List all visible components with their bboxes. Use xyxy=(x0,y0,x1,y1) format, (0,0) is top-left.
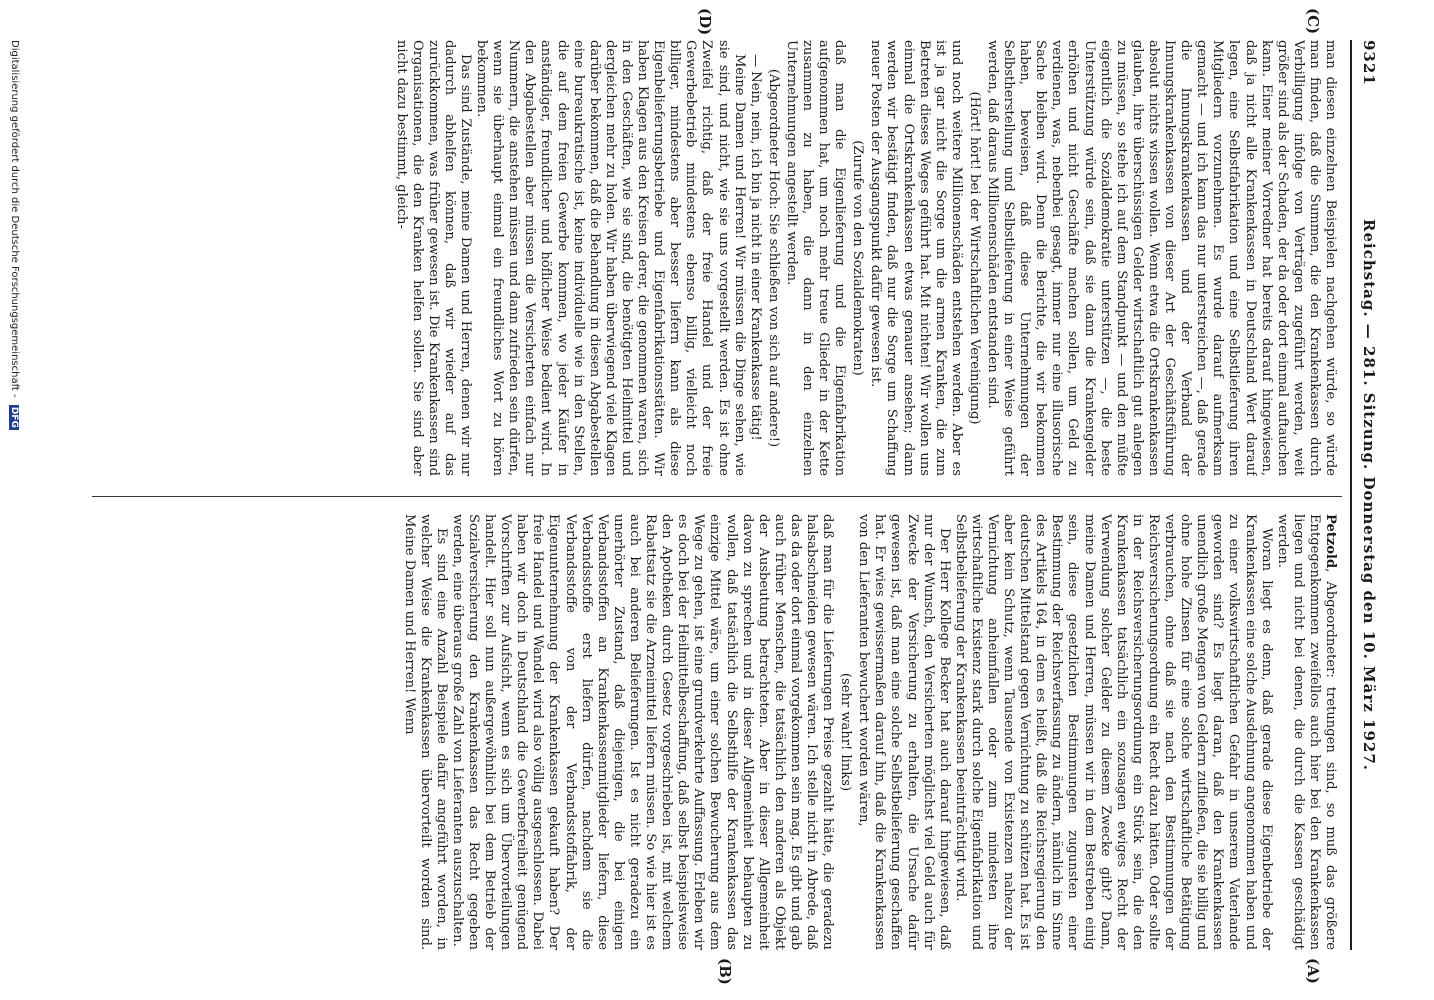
col-left-p3: daß man die Eigenlieferung und die Eigenfabrikation aufgenommen hat, um noch mehr treue Glieder in der Kette zusammen zu haben, die dann in den einzelnen Unternehmungen angestellt werden. xyxy=(783,40,848,476)
col-left-interjection-2: (Zurufe von den Sozialdemokraten) xyxy=(850,140,866,376)
margin-mark-b: (B) xyxy=(716,958,734,985)
margin-mark-c: (C) xyxy=(1304,8,1322,35)
page-number: 9321 xyxy=(1360,40,1378,86)
margin-mark-d: (D) xyxy=(696,8,714,36)
margin-mark-a: (A) xyxy=(1304,958,1322,984)
col-left-p4: — Nein, nein, ich bin ja nicht in einer Krankenkasse tätig! xyxy=(747,54,763,441)
col-right-p2: Woran liegt es denn, daß gerade diese Eigenbetriebe der Krankenkassen eine solche Ausdehnung angenommen haben und zu einer volkswirtschaftlichen Gefahr in unserem Vaterlande geworden sind? Es liegt daran, daß den Krankenkassen unendlich große Mengen von Geldern zufließen, die sie billig und ohne hohe Zinsen für eine solche wirtschaftliche Betätigung verbrauchen, ohne daß sie nach den Bestimmungen der Reichsversicherungsordnung ein Recht dazu hätten. Oder sollte in der Reichsversicherungsordnung ein Stück sein, die den Krankenkassen tatsächlich ein sozusagen ewiges Recht der Verwendung solcher Gelder zu diesem Zwecke gibt? Dann, meine Damen und Herren, müssen wir in dem Bestreben einig sein, diese gesetzlichen Bestimmungen zugunsten einer Bestimmung der Reichsverfassung zu ändern, nämlich im Sinne des Artikels 164, in dem es heißt, daß die Reichsregierung den deutschen Mittelstand gegen Vernichtung zu schützen hat. Es ist aber kein Schutz, wenn Tausende von Existenzen nahezu der Vernichtung anheimfallen oder zum mindesten ihre wirtschaftliche Existenz stark durch solche Eigenfabrikation und Selbstbelieferung der Krankenkassen beeinträchtigt wird. xyxy=(952,514,1274,950)
digitization-credit xyxy=(9,40,20,940)
credit-text: Digitalisierung gefördert durch die Deutsche Forschungsgemeinschaft - xyxy=(9,40,20,398)
speaker-name: Petzold xyxy=(1323,514,1338,569)
col-left-p6: Das sind Zustände, meine Damen und Herren, denen wir nur dadurch abhelfen können, daß wir wieder auf das zurückkommen, was früher gewesen ist. Die Krankenkassen sind Organisationen, die den Kranken helfen sollen. Sie sind aber nicht dazu bestimmt, gleich- xyxy=(393,40,474,476)
header-title: Reichstag. — 281. Sitzung. Donnerstag den 10. März 1927. xyxy=(1360,219,1378,771)
col-left-interjection-3: (Abgeordneter Hoch: Sie schließen von sich auf andere!) xyxy=(765,68,781,448)
col-right-p1-text: tretungen sind, so muß das größere Entgegenkommen zweifellos auch hier bei den Krankenkassen liegen und nicht bei denen, die durch die Kassen geschädigt werden. xyxy=(1274,514,1338,950)
col-right-p3: Der Herr Kollege Becker hat auch darauf hingewiesen, daß nur der Wunsch, den Versicherten möglichst viel Geld auch für Zwecke der Versicherung zu erhalten, die Ursache dafür gewesen ist, daß man eine solche Selbstbelieferung geschaffen hat. Er wies gewissermaßen darauf hin, daß die Krankenkassen von den Lieferanten bewuchert worden wären, xyxy=(856,514,952,950)
col-left-p2: und noch weitere Millionenschäden entstehen werden. Aber es ist ja gar nicht die Sorge um die armen Kranken, die zum Betreten dieses Weges geführt hat. Mit nichten! Wir wollen uns einmal die Ortskrankenkassen etwas genauer ansehen; dann werden wir bestätigt finden, daß nur die Sorge um Schaffung neuer Posten der Ausgangspunkt dafür gewesen ist. xyxy=(868,40,964,476)
col-left-p5: Meine Damen und Herren! Wir müssen die Dinge sehen, wie sie sind, und nicht, wie sie uns vorgestellt werden. Es ist ohne Zweifel richtig, daß der freie Handel und der freie Gewerbebetrieb mindestens ebenso billig, vielleicht noch billiger, mindestens aber besser liefern kann als diese Eigenbelieferungsbetriebe und Eigenfabrikationsstätten. Wir haben Klagen aus den Kreisen derer, die genommen waren, sich in den Geschäften, wie sie sind, die benötigten Heilmittel und dergleichen mehr zu holen. Wir haben überwiegend viele Klagen darüber bekommen, daß die Behandlung in diesen Abgabestellen eine bureaukratische ist, keine individuelle wie in den Stellen, die auf dem freien Gewerbe kommen, wo jeder Käufer in anständiger, freundlicher und höflicher Weise bedient wird. In den Abgabestellen aber müssen die Versicherten einfach nur Nummern, die anstehen müssen und dann zufrieden sein dürfen, wenn sie überhaupt einmal ein freundliches Wort zu hören bekommen. xyxy=(474,40,747,476)
speaker-role: Abgeordneter xyxy=(1323,581,1338,674)
col-right-p4: daß man für die Lieferungen Preise gezahlt hätte, die geradezu halsabschneiden gewesen wären. Ich stelle nicht in Abrede, daß das da oder dort einmal vorgekommen sein mag. Es gibt und gab auch früher Menschen, die tatsächlich den anderen als Objekt der Ausbeutung betrachteten. Aber in dieser Allgemeinheit davon zu sprechen und in dieser Allgemeinheit behaupten zu wollen, daß tatsächlich die Selbsthilfe der Krankenkassen das einzige Mittel wäre, um einer solchen Bewucherung aus dem Wege zu gehen, ist eine grundverkehrte Auffassung. Erleben wir es doch bei der Heilmittelbeschaffung, daß selbst beispielsweise den Apotheken durch Gesetz vorgeschrieben ist, mit welchem Rabattsatz sie die Arzneimittel liefern müssen. So wie hier ist es auch bei anderen Belieferungen. Ist es nicht geradezu ein unerhörter Zustand, daß diejenigen, die bei einigen Verbandsstoffen an Krankenkassenmitglieder liefern, diese Verbandsstoffe erst liefern dürfen, nachdem sie die Verbandsstoffe von der Verbandsstoffabrik, der Eigenunternehmung der Krankenkassen gekauft haben? Der freie Handel und Wandel wird also völlig ausgeschlossen. Dabei haben wir doch in Deutschland die Gewerbefreiheit genügend Vorschriften zur Aufsicht, wenn es sich um Übervorteilungen handelt. Hier soll nun außergewöhnlich bei dem Betrieb der Sozialversicherung den Krankenkassen das Recht gegeben werden, eine überaus große Zahl von Lieferanten auszuschalten. xyxy=(449,514,836,950)
column-left xyxy=(93,40,1338,476)
col-left-interjection-1: (Hört! hört! bei der Wirtschaftlichen Vereinigung) xyxy=(966,91,982,425)
col-left-p1: man diesen einzelnen Beispielen nachgehen würde, so würde man finden, daß die Summen, die den Krankenkassen durch Verbilligung infolge von Verträgen zugeführt werden, weit größer sind als der Schaden, der da oder dort einmal auftauchen kann. Einer meiner Vorredner hat bereits darauf hingewiesen, daß ja nicht alle Krankenkassen in Deutschland Wert darauf legen, eine Selbstfabrikation und eine Selbstlieferung ihren Mitgliedern vorzunehmen. Es wurde darauf aufmerksam gemacht — und ich kann das nur unterstreichen —, daß gerade die Innungskrankenkassen und der Verband der Innungskrankenkassen von dieser Art der Geschäftsführung absolut nichts wissen wollen. Wenn etwa die Ortskrankenkassen glauben, ihre überschüssigen Gelder wirtschaftlich gut anlegen zu müssen, so stehe ich auf dem Standpunkt — und den müßte eigentlich die Sozialdemokratie unterstützen —, die beste Unterstützung würde sein, daß sie dann die Krankengelder erhöhen und nicht Geschäfte machen sollen, um Geld zu verdienen, was, nebenbei gesagt, immer nur eine illusorische Sache bleiben wird. Denn die Berichte, die wir bekommen haben, beweisen, daß diese Unternehmungen der Selbstherstellung und Selbstlieferung in einer Weise geführt werden, daß daraus Millionenschäden entstanden sind. xyxy=(985,40,1338,476)
col-right-p5: Es sind eine Anzahl Beispiele dafür angeführt worden, in welcher Weise die Krankenkassen übervorteilt worden sind. Meine Damen und Herren! Wenn xyxy=(401,514,449,950)
column-right xyxy=(93,514,1338,950)
column-divider xyxy=(92,496,1342,497)
col-right-interjection-1: (sehr wahr! links) xyxy=(838,672,854,792)
col-right-p1: Petzold, Abgeordneter: tretungen sind, so muß das größere Entgegenkommen zweifellos auch hier bei den Krankenkassen liegen und nicht bei denen, die durch die Kassen geschädigt werden. xyxy=(1274,514,1338,950)
dfg-logo: DFG xyxy=(9,406,19,428)
page-header xyxy=(1350,40,1386,950)
